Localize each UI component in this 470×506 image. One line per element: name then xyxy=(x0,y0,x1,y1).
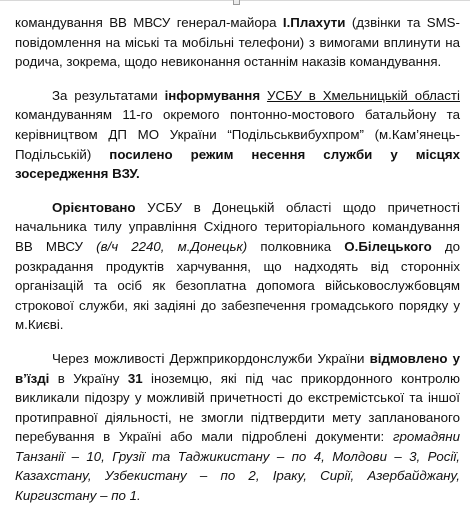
bold-run: посилено режим несення служби у місцях зосередження ВЗУ. xyxy=(15,146,461,182)
bold-run: відмовлено у в’їзді xyxy=(15,350,460,386)
text-run: полковника xyxy=(247,238,345,254)
text-run: командуванням 11-го окремого понтонно-мостового батальйону та керівництвом ДП МО України “Подільськвибухпром” (м.Кам’янець-Подільській) xyxy=(15,107,460,162)
text-run: іноземцю, які під час прикордонного контролю викликали підозру у можливій причетності до екстремістської та іншої протиправної діяльності, не змогли підтвердити мету запланованого перебування в Україні або мали підроблені документи: xyxy=(15,370,460,445)
text-run: Через можливості Держприкордонслужби України xyxy=(52,350,370,366)
text-run: УСБУ в Донецькій області щодо причетності начальника тилу управління Східного територіального командування ВВ МВСУ xyxy=(15,199,460,254)
underlined-run: УСБУ в Хмельницькій області xyxy=(266,87,460,103)
text-run: в Україну xyxy=(49,370,128,386)
paragraph-gap xyxy=(15,72,460,86)
bold-run: 31 xyxy=(127,370,143,386)
bold-run: інформування xyxy=(164,87,261,103)
bold-run: Орієнтовано xyxy=(52,199,136,215)
text-run xyxy=(260,88,267,103)
text-run: командування ВВ МВСУ генерал-майора xyxy=(15,15,283,30)
italic-run: громадяни Танзанії – 10, Грузії та Таджикистану – по 4, Молдови – 3, Росії, Казахстану, Узбекистану – по 2, Іраку, Сирії, Азербайджану, Киргизстану – по 1. xyxy=(15,429,460,504)
paragraph-4 xyxy=(15,349,460,506)
paragraph-2 xyxy=(15,86,460,184)
paragraph-3 xyxy=(15,198,460,335)
paragraph-1 xyxy=(15,13,460,72)
text-run: до розкрадання продуктів харчування, що надходять від сторонніх організацій та осіб як безоплатна допомога військовослужбовцям строкової служби, які задіяні до забезпечення громадського порядку у м.Києві. xyxy=(15,238,460,333)
bold-run: О.Білецького xyxy=(344,238,432,254)
text-run: (дзвінки та SMS-повідомлення на міські та мобільні телефони) з вимогами вплинути на родича, зокрема, щодо невиконання останнім наказів командування. xyxy=(15,15,460,70)
paragraph-gap xyxy=(15,335,460,349)
paragraph-gap xyxy=(15,184,460,198)
italic-run: (в/ч 2240, м.Донецьк) xyxy=(96,238,248,254)
document-body xyxy=(15,13,460,506)
bold-run: І.Плахути xyxy=(282,15,346,30)
page-top-marker xyxy=(233,0,240,5)
text-run: За результатами xyxy=(52,87,165,103)
